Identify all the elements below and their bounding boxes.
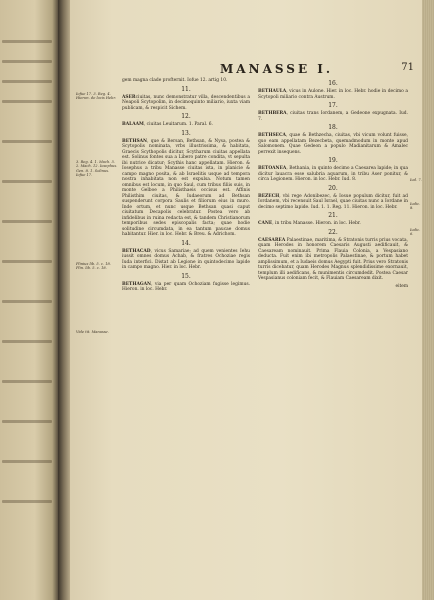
entry-text: , via per quam Ochoziam fugisse legimus. Hieron. in loc. Hebr. xyxy=(122,281,250,292)
entry-number: 15. xyxy=(181,272,191,280)
entry-text: , in tribu Manasse. Hieron. in loc. Hebr. xyxy=(272,221,361,226)
entry xyxy=(258,156,408,183)
entry-heading: BALAAM xyxy=(122,122,144,127)
entry-heading: BETHBERA xyxy=(258,111,287,116)
margin-note: Vide tit. Manasse. xyxy=(76,330,109,334)
continued-text: gem magna clade profternit. Iofue 12. artig 10. xyxy=(122,78,228,83)
entry-heading: BETHAGAN xyxy=(122,281,152,287)
entry-text: Palaestinae, maritima, & Stratonis turris prius vocata, quam Herodes in honorem Caesaris Augusti aedificauit, & Caesaream nominauit. Prima Flauia Colonia, a Vespasiano deducta. Fuit enim ibi metropolis Palaestinae, & portum habet amplissimum, et a Iudaeis domus Aegypti fuit. Prius vero Stratonis turris dicebatur, quam Herodes Magnus splendidissime exornauit, templum illi aedificans, & munimentis circumdedit. Postea Caesar Vespasianus coloniam fecit, & Flauiam Caesaream dixit. xyxy=(258,237,408,281)
entry-heading: BETHSAN xyxy=(122,138,148,144)
entry-number: 17. xyxy=(328,102,338,109)
entry xyxy=(258,184,408,211)
entry-heading: ASER xyxy=(122,94,136,100)
entry-number: 12. xyxy=(181,113,191,120)
entry-number: 19. xyxy=(328,157,338,164)
entry-text: , vicus Samariae; ad quem venientes Iehu iussit omnes domus Achab, & fratres Ochoziae regis Iuda interfici. Distat ab Legione in quintodecimo lapide in campo magno. Hier. in loc. Hebr. xyxy=(122,248,250,270)
text-column-right xyxy=(258,78,408,594)
running-head xyxy=(70,62,422,76)
entry xyxy=(258,211,408,227)
entry-number: 13. xyxy=(181,129,191,137)
entry-number: 20. xyxy=(328,184,338,192)
entry xyxy=(258,79,408,100)
entry xyxy=(122,85,250,112)
entry-text: , Bethania, in quinto decimo a Caesarea lapide; in qua dicitur lauacra esse salubria aquarum, in tribu Aser ponitur, & circa Legionem. Hieron. in loc. Hebr. Iud. 8. xyxy=(258,166,408,182)
entry-text: , ciuitas trans Iordanem, a Gedeone expugnata. Iud. 7. xyxy=(258,111,408,122)
entry-text: , quae & Bethzecha, ciuitas, vbi vicum volunt fuisse, quo eam appellatam Bezecbeta, quemadmodum in monte apud Salomonem. Quae Gedeon a populo Madianitarum & Amalec perrexit insequens. xyxy=(258,133,408,155)
book-page xyxy=(70,0,422,600)
entry-number: 11. xyxy=(181,85,191,93)
text-column-left xyxy=(122,78,250,594)
margin-note: Iofue 17. 3. Reg. 4. Hieron. de locis Hebr. xyxy=(76,92,116,101)
page-number: 71 xyxy=(401,62,414,73)
entry xyxy=(258,228,408,282)
entry-text: ciuitas, nunc demonstratur villa, descendentibus a Neapoli Scytopolim, in decimoquinto miliario, iuxta viam publicam, & respicit Sichem. xyxy=(122,94,250,111)
margin-note: Iudic. 8. xyxy=(410,202,421,211)
margin-note: Iud. 7. xyxy=(410,178,422,182)
entry-heading: BETOANEA xyxy=(258,166,287,171)
margin-note: 3. Reg. 4. 1. Mach. 5. 2. Mach. 12. Iosephus. Gen. 8. 1. Solinus. Iofue 17. xyxy=(76,160,118,178)
entry xyxy=(122,129,250,238)
entry-text: , vicus in Aulone. Hier. in loc. Hebr. hodie in decimo a Scytopoli miliario contra Austrum. xyxy=(258,89,408,100)
catchword: eitem xyxy=(395,283,408,289)
entry-text: , vbi rege Adonibezec, & Iosue populum dicitur, fuit ad Iordanem, vbi recensuit Saul Israel, quae ciuitas nunc a Iordane in decimo septimo lapide. Iud. 1. 1. Reg. 11. Hieron. in loc. Hebr. xyxy=(258,193,408,210)
entry xyxy=(122,112,250,128)
entry-text: , que & Bersan, Bethsan, & Nysa, postea & Scytopolis nominata, vrbs illustrissima, & habitata, Graecis Scythopolis dicitur, Scytharum ciuitas appellata est. Solinus fontes sua a Libero patre condita, vt sepulta ibi nutrice dicatur; Scythis hanc appellatam. Hieron. & Iosephus a tribu Manasse ciuitas ista, in planicie & campo magno posita, & ab Israelitis usque ad tempora nostra inhabitata non est expulsa. Notum tamen omnibus est locum, in quo Saul, cum tribus filiis suis, in monte Gelboe a Philisthaeis occisus est. Affinis Philisthim ciuitas, & Iudaeorum ad Bethsan suspenderunt corpora Saulis et filiorum eius in muro. Inde ortum, et nunc usque Bethsan quasi caput ciuitatum Decapolis celebratur. Postea vero ab infidelibus in ruina redacta est, & tandem Christianorum temporibus sedes episcopalis facta; quae hodie solitudine circumdata, in ea tantum paucae domus habitantur. Hier. in loc. Hebr. & Breu. & Adrichom. xyxy=(122,138,250,237)
entry-heading: BEZECH xyxy=(258,193,280,199)
entry xyxy=(258,101,408,122)
margin-note: Iudic. 6. xyxy=(410,228,421,237)
entry xyxy=(122,239,250,271)
margin-note: Plinius lib. 5. c. 18. Plin. lib. 5. c. 18. xyxy=(76,262,111,271)
page-block-edge xyxy=(422,0,434,600)
entry-text: , ciuitas Leuitarum. 1. Paral. 6. xyxy=(143,122,213,127)
entry-number: 14. xyxy=(181,239,191,247)
entry-heading: BETHAULA xyxy=(258,89,287,94)
entry-number: 18. xyxy=(328,124,338,131)
entry-heading: BETHSECA xyxy=(258,133,286,138)
entry-heading: CANE xyxy=(258,221,273,226)
facing-page-edge xyxy=(0,0,58,600)
entry-number: 22. xyxy=(328,228,338,236)
running-head-title: MANASSE I. xyxy=(220,62,334,76)
entry-heading: BETHACAD xyxy=(122,248,151,254)
entry xyxy=(122,272,250,293)
entry-number: 21. xyxy=(328,212,338,219)
entry-number: 16. xyxy=(328,80,338,87)
entry-heading: CAESAREA xyxy=(258,237,286,243)
entry xyxy=(258,123,408,155)
